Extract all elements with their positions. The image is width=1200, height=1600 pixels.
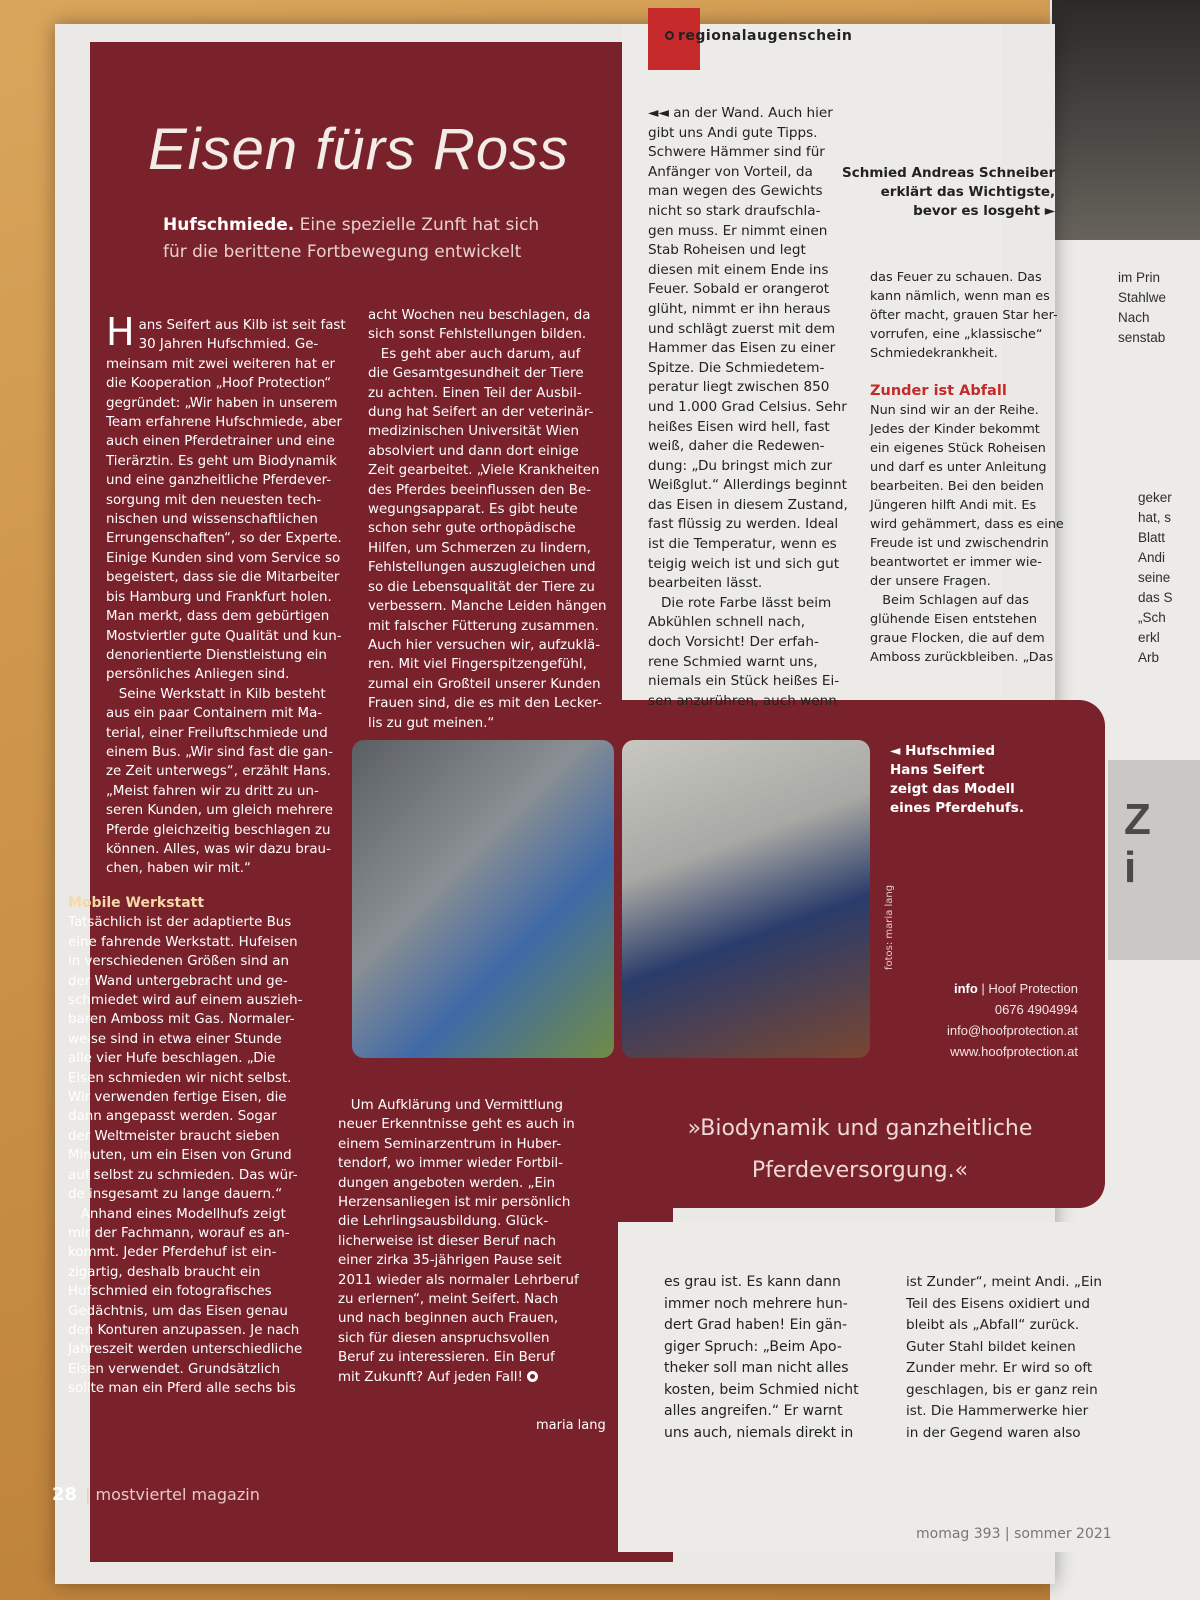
contact-email[interactable]: info@hoofprotection.at xyxy=(946,1023,1078,1038)
next-page-text-mid: geker hat, s Blatt Andi seine das S „Sch erkl Arb xyxy=(1138,490,1173,665)
subtitle-text: Eine spezielle Zunft hat sich für die berittene Fortbewegung entwickelt xyxy=(163,215,540,262)
author: maria lang xyxy=(536,1418,606,1433)
section-tag xyxy=(665,28,852,44)
column-3-top: ◄◄ an der Wand. Auch hier gibt uns Andi gute Tipps. Schwere Hämmer sind für Anfänger von Vorteil, da man wegen des Gewichts nicht so stark draufschla- gen muss. Er nimmt einen Stab Roheisen und legt diesen mit einem Ende ins Feuer. Sobald er orangerot glüht, nimmt er ihn heraus und schlägt zuerst mit dem Hammer das Eisen zu einer Spitze. Die Schmiedetem- peratur liegt zwischen 850 und 1.000 Grad Celsius. Sehr heißes Eisen wird hell, fast weiß, daher die Redewen- dung: „Du bringst mich zur Weißglut.“ Allerdings beginnt das Eisen in diesem Zustand, fast flüssig zu werden. Ideal ist die Temperatur, wenn es teigig weich ist und sich gut bearbeiten lässt. Die rote Farbe lässt beim Abkühlen schnell nach, doch Vorsicht! Der erfah- rene Schmied warnt uns, niemals ein Stück heißes Ei- sen anzurühren, auch wenn xyxy=(648,105,848,709)
contact-website[interactable]: www.hoofprotection.at xyxy=(950,1044,1078,1059)
column-1-bottom-text: Tatsächlich ist der adaptierte Bus eine fahrende Werkstatt. Hufeisen in verschiedenen Größen sind an der Wand untergebracht und ge- schmiedet wird auf einem auszieh- baren Amboss mit Gas. Normaler- weise sind in etwa einer Stunde alle vier Hufe beschlagen. „Die Eisen schmieden wir nicht selbst. Wir verwenden fertige Eisen, die dann angepasst werden. Sogar der Weltmeister braucht sieben Minuten, um ein Eisen von Grund auf selbst zu schmieden. Das wür- de insgesamt zu lange dauern.“ Anhand eines Modellhufs zeigt mir der Fachmann, worauf es an- kommt. Jeder Pferdehuf ist ein- zigartig, deshalb braucht ein Hufschmied ein fotografisches Gedächtnis, um das Eisen genau den Konturen anzupassen. Je nach Jahreszeit werden unterschiedliche Eisen verwendet. Grundsätzlich sollte man ein Pferd alle sechs bis xyxy=(68,915,303,1397)
contact-phone: 0676 4904994 xyxy=(994,1002,1078,1017)
next-page-text-top: im Prin Stahlwe Nach senstab xyxy=(1118,270,1167,345)
article-subtitle xyxy=(163,212,603,266)
column-3-bottom: es grau ist. Es kann dann immer noch mehrere hun- dert Grad haben! Ein gän- giger Spruch: „Beim Apo- theker soll man nicht alles kosten, beim Schmied nicht alles angreifen.“ Er warnt uns auch, niemals direkt in xyxy=(664,1274,859,1441)
circle-icon xyxy=(665,31,674,40)
column-4-top-text-2: Nun sind wir an der Reihe. Jedes der Kinder bekommt ein eigenes Stück Roheisen und darf es unter Anleitung bearbeiten. Bei den beiden Jüngeren hilft Andi mit. Es wird gehämmert, dass es eine Freude ist und zwischendrin beantwortet er immer wie- der unsere Fragen. Beim Schlagen auf das glühende Eisen entstehen graue Flocken, die auf dem Amboss zurückbleiben. „Das xyxy=(870,403,1064,665)
contact-line-1 xyxy=(880,978,1078,999)
contact-company: | Hoof Protection xyxy=(981,981,1078,996)
pull-quote: »Biodynamik und ganzheitliche Pferdeversorgung.« xyxy=(687,1116,1033,1183)
heading-zunder-ist-abfall: Zunder ist Abfall xyxy=(870,383,1007,399)
heading-mobile-werkstatt: Mobile Werkstatt xyxy=(68,895,205,911)
column-4-top xyxy=(870,268,1064,667)
end-mark-icon xyxy=(527,1371,538,1382)
subtitle-lead: Hufschmiede. xyxy=(163,215,295,235)
column-1-top-text: ans Seifert aus Kilb ist seit fast 30 Jahren Hufschmied. Ge- meinsam mit zwei weiteren hat er die Kooperation „Hoof Protection“ gegründet: „Wir haben in unserem Team erfahrene Hufschmiede, aber auch einen Pferdetrainer und eine Tierärztin. Es geht um Biodynamik und eine ganzheitliche Pferdever- sorgung mit den neuesten tech- nischen und wissenschaftlichen Errungenschaften“, so der Experte. Einige Kunden sind vom Service so begeistert, dass sie die Mitarbeiter bis Hamburg und Frankfurt holen. Man merkt, dass dem gebürtigen Mostviertler gute Qualität und kun- denorientierte Dienstleistung ein persönliches Anliegen sind. Seine Werkstatt in Kilb besteht aus ein paar Containern mit Ma- terial, einer Freiluftschmiede und einem Bus. „Wir sind fast die gan- ze Zeit unterwegs“, erzählt Hans. „Meist fahren wir zu dritt zu un- seren Kunden, um gleich mehrere Pferde gleichzeitig beschlagen zu können. Alles, was wir dazu brau- chen, haben wir mit.“ xyxy=(106,318,346,877)
page-number: 28 xyxy=(52,1484,78,1505)
column-4-top-text: das Feuer zu schauen. Das kann nämlich, wenn man es öfter macht, grauen Star her- vorrufen, eine „klassische“ Schmiedekrankheit. xyxy=(870,270,1058,361)
photo-caption-top: Schmied Andreas Schneiber erklärt das Wichtigste, bevor es losgeht ► xyxy=(842,165,1056,219)
next-page-photo xyxy=(1052,0,1200,240)
footer-right: momag 393 | sommer 2021 xyxy=(916,1526,1112,1542)
photo-credit: fotos: maria lang xyxy=(884,884,895,970)
column-1-bottom xyxy=(68,894,302,1399)
drop-cap: H xyxy=(106,310,135,354)
column-4-bottom: ist Zunder“, meint Andi. „Ein Teil des Eisens oxidiert und bleibt als „Abfall“ zurück. Guter Stahl bildet keinen Zunder mehr. Er wird so oft geschlagen, bis er ganz rein ist. Die Hammerwerke hier in der Gegend waren also xyxy=(906,1274,1102,1441)
next-page-big-letters: Z i xyxy=(1124,795,1151,893)
next-page-gray-box xyxy=(1108,760,1200,960)
photo-caption-box: ◄ Hufschmied Hans Seifert zeigt das Modell eines Pferdehufs. xyxy=(890,743,1024,816)
column-2-bottom xyxy=(338,1096,579,1387)
column-1-top xyxy=(106,310,346,879)
photo-blacksmith-hammering xyxy=(352,740,614,1058)
column-2-bottom-text: Um Aufklärung und Vermittlung neuer Erkenntnisse geht es auch in einem Seminarzentrum in Huber- tendorf, wo immer wieder Fortbil- dungen angeboten werden. „Ein Herzensanliegen ist mir persönlich die Lehrlingsausbildung. Glück- licherweise ist dieser Beruf nach einer zirka 35-jährigen Pause seit 2011 wieder als normaler Lehrberuf zu erlernen“, meint Seifert. Nach und nach beginnen auch Frauen, sich für diesen anspruchsvollen Beruf zu interessieren. Ein Beruf mit Zukunft? Auf jeden Fall! xyxy=(338,1098,579,1385)
article-title: Eisen fürs Ross xyxy=(148,117,570,182)
contact-box xyxy=(880,978,1078,1062)
section-label: regionalaugenschein xyxy=(678,28,853,44)
photo-hoof-model xyxy=(622,740,870,1058)
footer-left xyxy=(52,1484,260,1505)
contact-label: info xyxy=(953,981,978,996)
magazine-name: | mostviertel magazin xyxy=(85,1485,260,1504)
column-2-top: acht Wochen neu beschlagen, da sich sonst Fehlstellungen bilden. Es geht aber auch darum, auf die Gesamtgesundheit der Tiere zu achten. Einen Teil der Ausbil- dung hat Seifert an der veterinär- medizinischen Universität Wien absolviert und dann dort einige Zeit gearbeitet. „Viele Krankheiten des Pferdes beeinflussen den Be- wegungsapparat. Es gibt heute schon sehr gute orthopädische Hilfen, um Schmerzen zu lindern, Fehlstellungen auszugleichen und so die Lebensqualität der Tiere zu verbessern. Manche Leiden hängen mit falscher Fütterung zusammen. Auch hier versuchen wir, aufzuklä- ren. Mit viel Fingerspitzengefühl, zumal ein Großteil unserer Kunden Frauen sind, die es mit den Lecker- lis zu gut meinen.“ xyxy=(368,308,607,731)
